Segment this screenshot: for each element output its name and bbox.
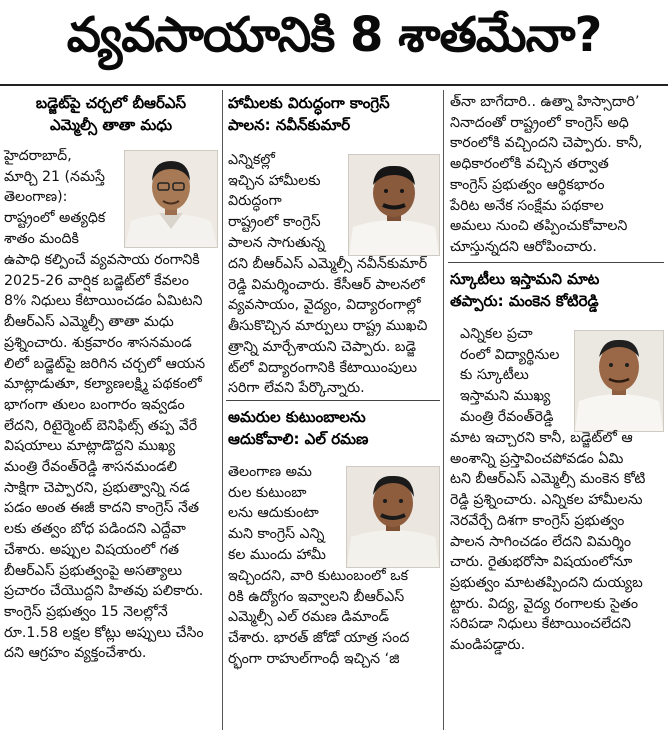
article-body: ఇచ్చిందని, వారి కుటుంబంలో ఒక రికి ఉద్యోగం ఇవ్వాలని బీఆర్‌ఎస్‌ ఎమ్మెల్సీ ఎల్‌ రమణ డిమాండ్‌ చేశారు. భారత్‌ జోడో యాత్ర సంద ర్భంగా రాహుల్‌గాంధీ ఇచ్చిన ‘జి bbox=[228, 568, 410, 667]
portrait-image bbox=[347, 467, 439, 567]
photo-tata-madhu bbox=[124, 150, 218, 248]
article-title: బడ్జెట్‌పై చర్చలో బీఆర్‌ఎస్‌ ఎమ్మెల్సీ తాతా మధు bbox=[35, 94, 187, 134]
article-body: ఉపాధి కల్పించే వ్యవసాయ రంగానికి 2025-26 వార్షిక బడ్జెట్‌లో కేవలం 8% నిధులు కేటాయించడం ఏమిటని బీఆర్‌ఎస్‌ ఎమ్మెల్సీ తాతా మధు ప్రశ్నించారు. శుక్రవారం శాసనమండ లిలో బడ్జెట్‌పై జరిగిన చర్చలో ఆయన మాట్లాడుతూ, కల్యాణలక్ష్మి పథకంలో భాగంగా తులం బంగారం ఇవ్వడం లేదని, రిటైర్మెంట్‌ బెనిఫిట్స్‌ తప్ప వేరే విషయాలు మాట్లాడొద్దని ముఖ్య మంత్రి రేవంత్‌రెడ్డి శాసనమండలి సాక్షిగా చెప్పారని, ప్రభుత్వాన్ని నడ పడం అంత ఈజీ కాదని కాంగ్రెస్‌ నేత లకు తత్వం బోధ పడిందని ఎద్దేవా చేశారు. అప్పుల విషయంలో గత బీఆర్‌ఎస్‌ ప్రభుత్వంపై అసత్యాలు ప్రచారం చేయొద్దని హితవు పలికారు. కాంగ్రెస్‌ ప్రభుత్వం 15 నెలల్లోనే రూ.1.58 లక్షల కోట్లు అప్పులు చేసిం దని ఆగ్రహం వ్యక్తంచేశారు. bbox=[4, 252, 206, 662]
headline-rule bbox=[0, 84, 668, 86]
section-divider bbox=[448, 262, 664, 263]
section-divider bbox=[226, 400, 440, 401]
column-divider bbox=[222, 90, 223, 730]
article-title: హామీలకు విరుద్ధంగా కాంగ్రెస్‌ పాలన: నవీన్‌కుమార్‌ bbox=[228, 94, 390, 134]
article-kotireddy bbox=[450, 268, 664, 312]
article-l-ramana bbox=[228, 406, 438, 450]
article-title: అమరుల కుటుంబాలను ఆదుకోవాలి: ఎల్‌ రమణ bbox=[228, 408, 369, 448]
article-continuation: త్‌నా బాగేదారి.. ఉత్నా హిస్సాదారి’ నినాదంతో రాష్ట్రంలో కాంగ్రెస్‌ అధి కారంలోకి వచ్చిందని చెప్పారు. కానీ, అధికారంలోకి వచ్చిన తర్వాత కాంగ్రెస్‌ ప్రభుత్వం ఆర్థికభారం పేరిట అనేక సంక్షేమ పథకాల అమలు నుంచి తప్పించుకోవాలని చూస్తున్నదని ఆరోపించారు. bbox=[450, 94, 643, 255]
article-dateline: హైదరాబాద్‌, మార్చి 21 (నమస్తే తెలంగాణ): రాష్ట్రంలో అత్యధిక శాతం మందికి bbox=[4, 148, 106, 247]
article-tata-madhu bbox=[6, 92, 216, 136]
article-lead: ఎన్నికల్లో ఇచ్చిన హామీలకు విరుద్ధంగా రాష్ట్రంలో కాంగ్రెస్‌ పాలన సాగుతున్న bbox=[228, 152, 326, 251]
photo-l-ramana bbox=[346, 466, 440, 568]
article-body: దని బీఆర్‌ఎస్‌ ఎమ్మెల్సీ నవీన్‌కుమార్‌ రెడ్డి విమర్శించారు. కేసీఆర్‌ పాలనలో వ్యవసాయం, వైద్యం, విద్యారంగాల్లో తీసుకొచ్చిన మార్పులు రాష్ట్ర ముఖచి త్రాన్ని మార్చేశాయని చెప్పారు. బడ్జె ట్‌లో విద్యారంగానికి కేటాయింపులు సరిగా లేవని పేర్కొన్నారు. bbox=[228, 256, 428, 397]
article-lead: ఎన్నికల ప్రచా రంలో విద్యార్థినుల కు స్కూటీలు ఇస్తామని ముఖ్య మంత్రి రేవంత్‌రెడ్డి bbox=[460, 326, 560, 425]
column-divider bbox=[443, 90, 444, 730]
article-body: మాట ఇచ్చారని కానీ, బడ్జెట్‌లో ఆ అంశాన్ని ప్రస్తావించపోవడం ఏమి టని బీఆర్‌ఎస్‌ ఎమ్మెల్సీ మంకెన కోటి రెడ్డి ప్రశ్నించారు. ఎన్నికల హామీలను నెరవేర్చే దిశగా కాంగ్రెస్‌ ప్రభుత్వం పాలన సాగించడం లేదని విమర్శిం చారు. రైతుభరోసా విషయంలోనూ ప్రభుత్వం మాటతప్పిందని దుయ్యబ ట్టారు. విద్య, వైద్య రంగాలకు సైతం సరిపడా నిధులు కేటాయించలేదని మండిపడ్డారు. bbox=[450, 430, 646, 654]
article-lead: తెలంగాణ అమ రుల కుటుంబా లను ఆదుకుంటా మని కాంగ్రెస్‌ ఎన్ని కల ముందు హామీ bbox=[228, 464, 326, 563]
article-naveen-kumar bbox=[228, 92, 438, 136]
photo-naveen-kumar bbox=[348, 154, 440, 256]
photo-kotireddy bbox=[574, 330, 664, 432]
portrait-image bbox=[349, 155, 439, 255]
portrait-image bbox=[125, 151, 217, 247]
portrait-image bbox=[575, 331, 663, 431]
page-headline: వ్యవసాయానికి 8 శాతమేనా? bbox=[66, 7, 602, 63]
article-title: స్కూటీలు ఇస్తామని మాట తప్పారు: మంకెన కోటిరెడ్డి bbox=[450, 270, 600, 310]
